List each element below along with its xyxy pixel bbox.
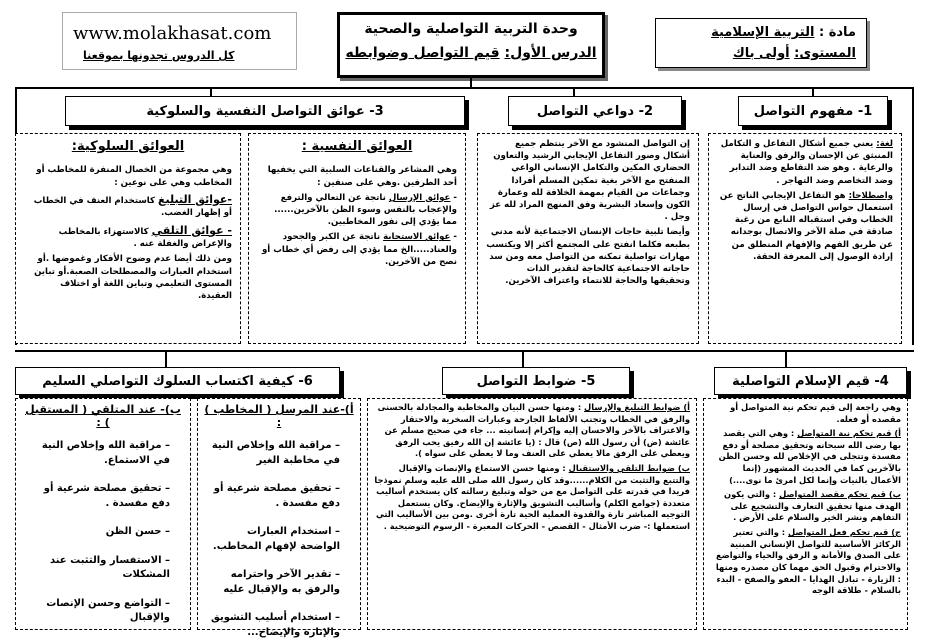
section-5-body: [367, 398, 697, 630]
nafsia-intro: وهي المشاعر والقناعات السلبية التي يخفيها أحد الطرفين .وهي على صنفين :: [267, 165, 457, 188]
section-6-header: [15, 367, 340, 395]
lesson-line: [340, 45, 602, 61]
level-line: [733, 46, 856, 61]
receiver-title: ب)- عند المتلقي ( المستقبل ) :: [25, 403, 181, 429]
section-2-title: 2- دواعي التواصل: [536, 103, 654, 119]
list-item: – تحقيق مصلحة شرعية أو دفع مفسدة .: [22, 482, 170, 511]
section-6-receiver: [15, 398, 191, 630]
connector: [15, 350, 914, 352]
s5-b-label: ب) ضوابط التلقي والاستقبال: [568, 463, 690, 474]
section-3-header: [65, 96, 465, 126]
site-url[interactable]: www.molakhasat.com: [73, 23, 272, 44]
connector: [15, 87, 914, 89]
list-item: – تحقيق مصلحة شرعية أو دفع مفسدة .: [204, 482, 340, 511]
istijaba-text: ناتجة عن الكبر والجحود والعناد.....الخ مما يؤدي إلى رفض أي خطاب أو نصح من الآخرين.: [261, 232, 457, 267]
lugha-label: لغة:: [876, 139, 893, 149]
section-6-sender: [197, 398, 361, 638]
list-item: – الاستفسار والتثبت عند المشكلات: [22, 554, 170, 583]
section-3-title: 3- عوائق التواصل النفسية والسلوكية: [146, 103, 384, 119]
connector: [785, 351, 787, 367]
section-1-title: 1- مفهوم التواصل: [753, 103, 873, 119]
nafsia-title: العوائق النفسية :: [301, 139, 413, 154]
section-2-text: إن التواصل المنشود مع الآخر ينتظم جميع أشكال وصور التفاعل الإيجابي الرشيد والتعاون الحضاري المكين والتكامل الإنساني الواعي المنفتح مع الآخر بغية تمكين المسلم أفرادا وجماعات من القيام بمهمة الخلافة لله وعمارة الكون وإسعاد البشرية وفق المنهج المراد لله عز وجل .: [489, 139, 690, 223]
list-item: – تقدير الآخر واحترامه والرفق به والإقبال عليه: [204, 568, 340, 597]
lugha-text: يعني جميع أشكال التفاعل و التكامل المنبثق عن الإحسان والرفق والعناية والرعاية . وهو ضد التقاطع وضد التدابر وضد التخاصم وضد التهاجر .: [720, 139, 893, 186]
section-2-text2: وأيضا تلبية حاجات الإنسان الاجتماعية لأنه مدني بطبعه فكلما انفتح على المجتمع أكثر إلا ويكتسب مهارات تواصلية تمكنه من التواصل معه ومن سد حاجاته الاجتماعية كالحاجة لتقدير الذات وتحقيقها والحاجة للانتماء واعتراف الآخرين.: [486, 227, 690, 287]
subject-label: مادة :: [818, 25, 856, 40]
tabligh-label: -عوائق التبليغ: [158, 192, 232, 206]
s5-a-text: : ومنها حسن البيان والمخاطبة والمجادلة بالحسنى والرفق في الخطاب وتجنب الألفاظ الجارحة وعبارات السخرية والاحتقار والاعتراف بالآخر والاحسان إليه وإكرام إنسانيته ... جاء في صحيح مسلم عن عائشة (ض) أن رسول الله (ص) قال : (يا عائشة إن الله رفيق يحب الرفق ويعطي على الرفق مالا يعطي على العنف وما لا يعطي على سواه ).: [377, 402, 690, 459]
s4-c-label: ج) قيم تحكم فعل المتواصل: [788, 527, 901, 538]
irsal-text: ناتجة عن التعالي والترفع والإعجاب بالنفس وسوء الظن بالآخرين...... مما يؤدي إلى نفور المخاطبين.: [274, 192, 457, 228]
sulukia-intro: وهي مجموعة من الخصال المنفرة للمخاطب أو المخاطب وهي على نوعين :: [36, 165, 232, 188]
connector: [912, 87, 914, 345]
section-6-title: 6- كيفية اكتساب السلوك التواصلي السليم: [42, 373, 313, 389]
connector: [812, 88, 814, 96]
subject-box: [655, 18, 867, 68]
section-4-header: [714, 367, 907, 395]
section-4-title: 4- قيم الإسلام التواصلية: [732, 373, 889, 389]
site-tagline: كل الدروس تجدونها بموقعنا: [83, 49, 235, 62]
s5-b-text: : ومنها حسن الاستماع والإنصات والإقبال والتتبع والتثبت من الكلام......وقد كان رسول الله صلى الله عليه وسلم نموذجا فريدا في قدرته على التواصل مع من حوله وتبليغ رسالته كان يستخدم أساليب متعددة (جوامع الكلم) وأساليب التشويق والإثارة والإيضاح. وكان يستعمل التوجيه المباشر تارة والقدوة العملية الحية تارة أخرى .ومن بين الأساليب التي استعملها :- ضرب الأمثال - القصص - الحركات المعبرة - الرسوم التوضيحية .: [374, 463, 690, 532]
section-5-title: 5- ضوابط التواصل: [476, 373, 596, 389]
s4-a-text: : وهي التي يقصد بها رضى الله سبحانه وتحقيق مصلحة أو دفع مفسدة وتتجلى في الإخلاص لله وحسن الظن بالآخرين كما في الحديث المشهور (إنما الأعمال بالنيات وإنما لكل امرئ ما نوى....): [718, 428, 901, 485]
s4-a-label: أ) قيم تحكم نية المتواصل: [797, 428, 901, 439]
title-box: [337, 12, 605, 78]
sender-list: [204, 439, 354, 640]
section-1-header: [738, 96, 888, 126]
s5-a-label: أ) ضوابط التبليغ والإرسال: [584, 402, 690, 412]
connector: [210, 88, 212, 96]
sender-title: أ)-عند المرسل ( المخاطب ) :: [204, 403, 354, 429]
list-item: – استخدام أسليب التشويق والإثارة والإيضاح...: [204, 611, 340, 640]
receiver-list: [22, 439, 184, 626]
subject-line: [711, 25, 856, 40]
connector: [573, 88, 575, 96]
talaqqi-text: كالاستهزاء بالمخاطب والإعراض والغفلة عنه .: [58, 226, 232, 250]
level-value: أولى باك: [732, 46, 790, 61]
irsal-label: عوائق الإرسال: [388, 192, 451, 203]
list-item: – مراقبة الله وإخلاص النية في الاستماع.: [22, 439, 170, 468]
lesson-name: قيم التواصل وضوابطه: [345, 45, 500, 61]
sulukia-title: العوائق السلوكية:: [71, 139, 185, 154]
connector: [522, 351, 524, 367]
section-1-body: [708, 133, 902, 344]
istilah-label: واصطلاحا:: [848, 190, 893, 201]
sulukia-extra: ومن ذلك أيضا عدم وضوح الأفكار وغموضها .أو استخدام العبارات والمصطلحات الصعبة.أو تباين المستوى التعليمي وتباين اللغة أو اختلاف العقيدة.: [34, 254, 232, 302]
list-item: – التواضع وحسن الإنصات والإقبال: [22, 597, 170, 626]
talaqqi-label: - عوائق التلقي: [151, 223, 232, 237]
section-2-header: [508, 96, 682, 126]
tabligh-text: كاستخدام العنف في الخطاب أو إظهار الغضب.: [33, 195, 232, 219]
section-3-nafsia: العوائق النفسية : وهي المشاعر والقناعات السلبية التي يخفيها أحد الطرفين .وهي على صنفين : - عوائق الإرسال ناتجة عن التعالي والترفع والإعجاب بالنفس وسوء الظن بالآخرين...... مما يؤدي إلى نفور المخاطبين. - عوائق الاستجابة ناتجة عن الكبر والجحود والعناد.....الخ مما يؤدي إلى رفض أي خطاب أو نصح من الآخرين.: [248, 133, 466, 344]
s4-c-text: : والتي تعتبر الركائز الأساسية للتواصل الإنساني المبنية على الصدق والأمانة و الرفق والحياء والتواضع والاحترام وقبول الحق مهما كان مصدره ومنها : الزيارة - تبادل الهدايا - العفو والصفح - البدء بالسلام - طلاقة الوجه: [715, 527, 901, 596]
section-5-header: [442, 367, 630, 395]
s4-intro: وهي راجعة إلى قيم تحكم نية المتواصل أو مقصده أو فعله.: [730, 402, 901, 424]
site-box: [62, 12, 297, 70]
section-2-body: [477, 133, 699, 344]
istilah-text: هو التفاعل الإيجابي الناتج عن استعمال حواس التواصل في إرسال الخطاب وفي استقباله النابع من رغبة صادقة في صلة الآخر والاتصال بوجدانه عن طريق الفهم والإفهام المنطلق من إرادة الوصول إلى المعرفة الحقة.: [719, 190, 893, 262]
list-item: – مراقبة الله وإخلاص النية في مخاطبة الغير: [204, 439, 340, 468]
unit-title: وحدة التربية التواصلية والصحية: [364, 21, 578, 37]
list-item: – حسن الظن: [22, 525, 170, 540]
level-label: المستوى:: [794, 46, 856, 61]
section-4-body: [703, 398, 908, 630]
connector: [165, 351, 167, 367]
list-item: – استخدام العبارات الواضحة لإفهام المخاطب.: [204, 525, 340, 554]
s4-b-text: : والتي يكون الهدف منها تحقيق التعارف والتشجيع على التفاهم ونشر الخير والسلام على الأرض .: [724, 489, 901, 523]
istijaba-label: عوائق الاستجابة: [383, 232, 451, 243]
s4-b-label: ب) قيم تحكم مقصد المتواصل: [779, 489, 901, 500]
section-3-sulukia: [15, 133, 241, 344]
subject-value: التربية الإسلامية: [711, 25, 815, 40]
lesson-label: الدرس الأول:: [504, 45, 597, 61]
